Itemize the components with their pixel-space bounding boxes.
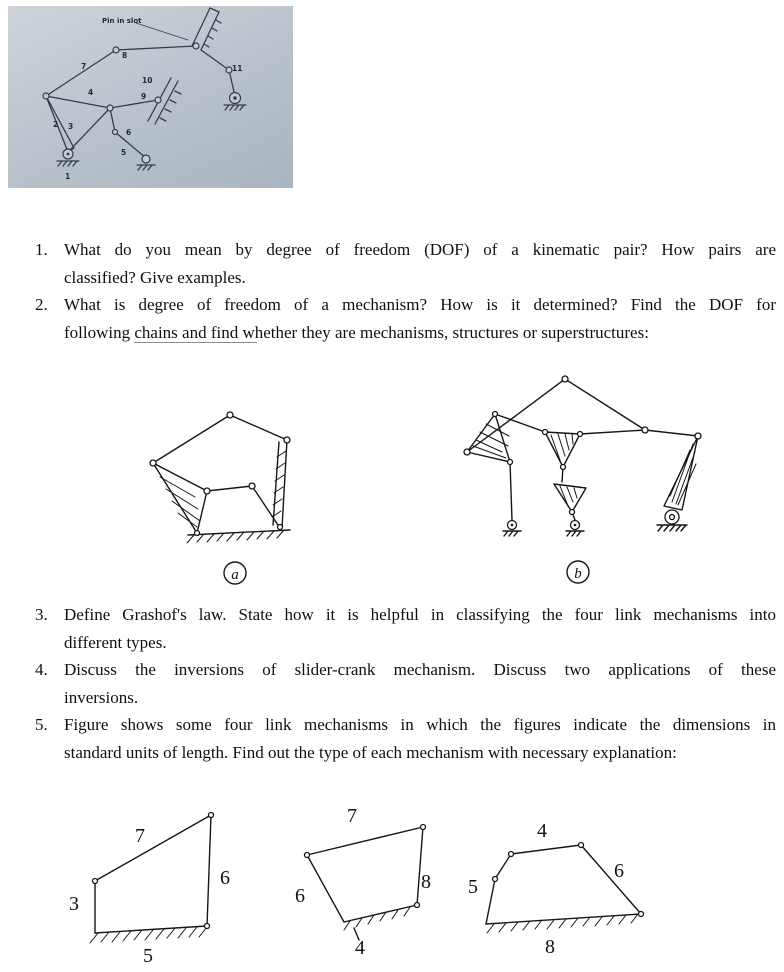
mech2-dim-top: 7	[347, 805, 357, 827]
mechanism-3-ground-hatching	[487, 914, 638, 933]
figure-b	[450, 372, 720, 587]
question-5-line-2: standard units of length. Find out the type of each mechanism with necessary explanation:	[64, 742, 677, 762]
link-number-2: 2	[53, 120, 59, 129]
mechanism-1-dimensions	[69, 825, 230, 966]
link-number-5: 5	[121, 148, 127, 157]
chain-a-label	[224, 562, 246, 584]
chain-a-label-text: a	[231, 567, 239, 583]
figure-a	[140, 385, 360, 595]
question-5	[35, 711, 776, 766]
mech1-dim-top: 7	[135, 825, 145, 847]
question-5-number: 5.	[35, 715, 48, 734]
mechanism-link-lines	[46, 8, 235, 158]
kinematic-chain-photo	[8, 6, 293, 188]
link-number-8: 8	[122, 51, 128, 60]
question-4-line-1: Discuss the inversions of slider-crank mechanism. Discuss two applications of these	[64, 660, 776, 679]
chain-b-links	[467, 379, 698, 520]
mech3-dim-top: 4	[537, 820, 547, 842]
chain-b-hatching	[473, 424, 696, 506]
mech1-dim-left: 3	[69, 893, 79, 915]
photo-caption: Pin in slot	[102, 17, 142, 25]
mech2-dim-bottom: 4	[355, 937, 365, 958]
link-number-3: 3	[68, 122, 74, 131]
question-1	[35, 236, 776, 291]
chain-b-label	[567, 561, 589, 583]
question-4	[35, 656, 776, 711]
question-1-line-2: classified? Give examples.	[64, 267, 246, 287]
question-3-number: 3.	[35, 605, 48, 624]
question-4-number: 4.	[35, 660, 48, 679]
mechanism-3-dimensions	[468, 820, 624, 958]
mechanism-2-ground-hatching	[344, 907, 410, 930]
mechanism-2-links	[307, 827, 423, 940]
question-3	[35, 601, 776, 656]
chain-b-ground-pivots	[503, 510, 687, 536]
mechanism-2-dimensions	[295, 805, 431, 958]
chain-a-joints	[150, 412, 290, 536]
question-1-text	[64, 236, 776, 291]
link-number-4: 4	[88, 88, 94, 97]
mech1-dim-bottom: 5	[143, 945, 153, 966]
mechanism-3-links	[486, 845, 641, 924]
question-5-text	[64, 711, 776, 766]
underline-artifact	[134, 342, 257, 343]
mechanism-2-joints	[305, 825, 426, 908]
question-2-text	[64, 291, 776, 346]
question-3-line-2: different types.	[64, 632, 167, 652]
chain-b-label-text: b	[574, 566, 582, 582]
pin-joints	[43, 43, 232, 135]
mech3-dim-right: 6	[614, 860, 624, 882]
question-1-line-1: What do you mean by degree of freedom (DOF) of a kinematic pair? How pairs are	[64, 240, 776, 259]
question-3-line-1: Define Grashof's law. State how it is helpful in classifying the four link mechanisms into	[64, 605, 776, 624]
link-number-10: 10	[142, 76, 153, 85]
link-number-1: 1	[65, 172, 71, 181]
question-4-text	[64, 656, 776, 711]
mech2-dim-left: 6	[295, 885, 305, 907]
link-number-7: 7	[81, 62, 87, 71]
mechanism-1-joints	[93, 813, 214, 929]
link-number-9: 9	[141, 92, 147, 101]
mechanism-3	[460, 805, 680, 963]
mechanism-2	[282, 800, 447, 958]
chain-a-sketch	[140, 385, 360, 595]
mechanism-2-sketch	[282, 800, 447, 958]
link-number-6: 6	[126, 128, 132, 137]
mechanism-1-links	[95, 815, 211, 933]
mech3-dim-bottom: 8	[545, 936, 555, 958]
chain-b-sketch	[450, 372, 720, 587]
link-number-11: 11	[232, 64, 243, 73]
chain-a-links	[153, 415, 290, 535]
question-5-line-1: Figure shows some four link mechanisms in which the figures indicate the dimensions in	[64, 715, 776, 734]
mech1-dim-right: 6	[220, 867, 230, 889]
question-3-text	[64, 601, 776, 656]
question-2-number: 2.	[35, 295, 48, 314]
question-2	[35, 291, 776, 346]
question-2-line-2: following chains and find whether they are mechanisms, structures or superstructures:	[64, 322, 649, 342]
ground-pivots	[57, 93, 246, 171]
chain-a-hatching	[160, 451, 286, 543]
question-1-number: 1.	[35, 240, 48, 259]
mechanism-3-sketch	[460, 805, 680, 963]
question-2-line-1: What is degree of freedom of a mechanism? How is it determined? Find the DOF for	[64, 295, 776, 314]
mech3-dim-left: 5	[468, 876, 478, 898]
mechanism-1-sketch	[60, 798, 240, 966]
mechanism-1	[60, 798, 240, 966]
mech2-dim-right: 8	[421, 871, 431, 893]
question-4-line-2: inversions.	[64, 687, 139, 707]
kinematic-chain-sketch	[8, 6, 293, 188]
